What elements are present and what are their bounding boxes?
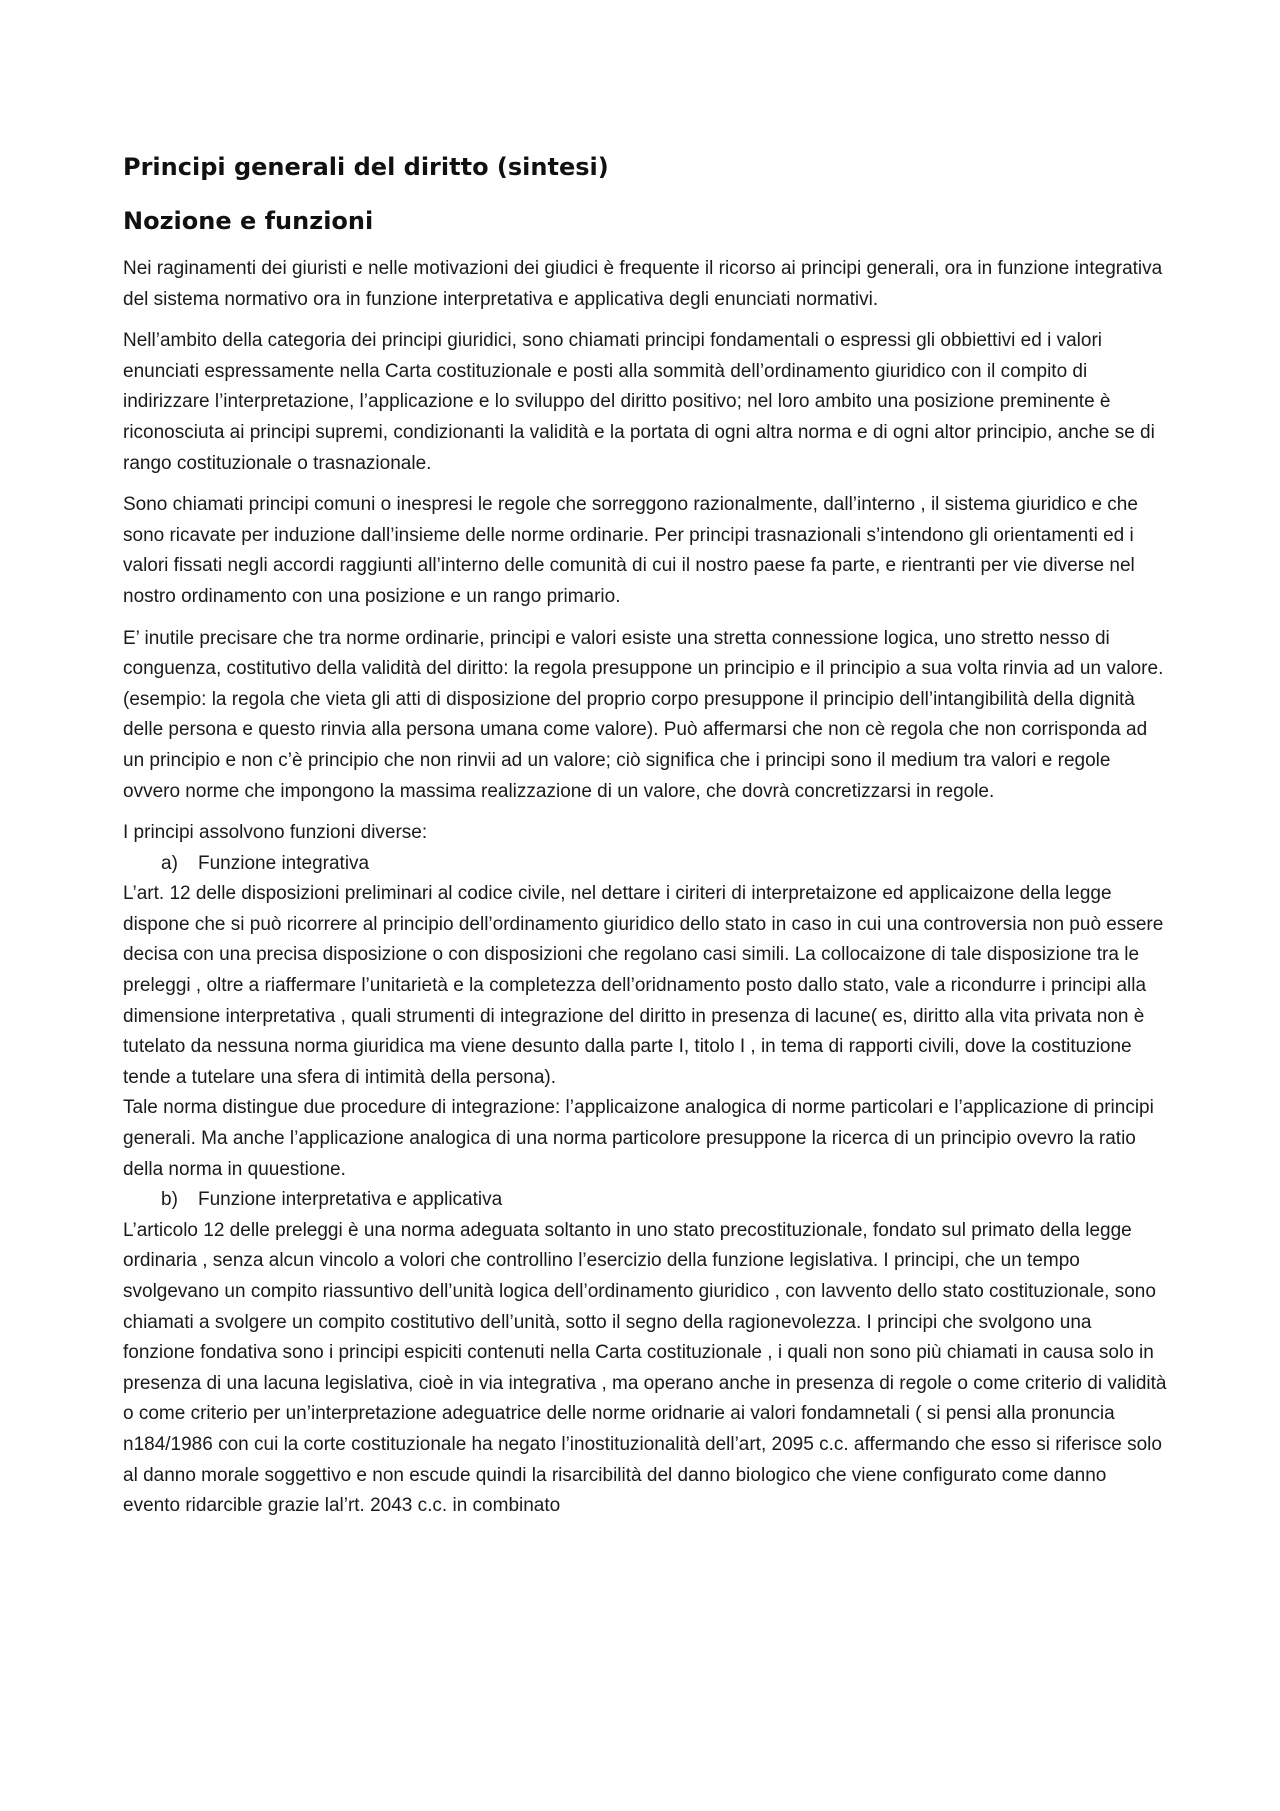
paragraph-intro: Nei raginamenti dei giuristi e nelle motivazioni dei giudici è frequente il ricorso ai principi generali, ora in funzione integrativa del sistema normativo ora in funzione interpretativa e applicativa degli enunciati normativi. [123,258,1163,310]
list-item-function-b [123,1185,1168,1216]
functions-intro: I principi assolvono funzioni diverse: [123,822,428,844]
paragraph-fundamental-principles: Nell’ambito della categoria dei principi giuridici, sono chiamati principi fondamentali o espressi gli obbiettivi ed i valori enunciati espressamente nella Carta costituzionale e posti alla sommità dell’ordinamento giuridico con il compito di indirizzare l’interpretazione, l’applicazione e lo sviluppo del diritto positivo; nel loro ambito una posizione preminente è riconosciuta ai principi supremi, condizionanti la validità e la portata di ogni altra norma e di ogni altor principio, anche se di rango costituzionale o trasnazionale. [123,330,1155,474]
section-heading: Nozione e funzioni [123,207,374,235]
paragraph-common-principles: Sono chiamati principi comuni o inespresi le regole che sorreggono razionalmente, dall’interno , il sistema giuridico e che sono ricavate per induzione dall’insieme delle norme ordinarie. Per principi trasnazionali s’intendono gli orientamenti ed i valori fissati negli accordi raggiunti all’interno delle comunità di cui il nostro paese fa parte, e rientranti per vie diverse nel nostro ordinamento con una posizione e un rango primario. [123,494,1138,607]
list-marker: b) [161,1189,178,1211]
function-a-text-continued: Tale norma distingue due procedure di integrazione: l’applicaizone analogica di norme particolari e l’applicazione di principi generali. Ma anche l’applicazione analogica di una norma particolore presuppone la ricerca di un principio ovevro la ratio della norma in quuestione. [123,1097,1154,1180]
list-item-function-a [123,849,1168,880]
paragraph-logical-connection: E’ inutile precisare che tra norme ordinarie, principi e valori esiste una stretta connessione logica, uno stretto nesso di conguenza, costitutivo della validità del diritto: la regola presuppone un principio e il principio a sua volta rinvia ad un valore. (esempio: la regola che vieta gli atti di disposizione del proprio corpo presuppone il principio dell’intangibilità della dignità delle persona e questo rinvia alla persona umana come valore). Può affermarsi che non cè regola che non corrisponda ad un principio e non c’è principio che non rinvii ad un valore; ciò significa che i principi sono il medium tra valori e regole ovvero norme che impongono la massima realizzazione di un valore, che dovrà concretizzarsi in regole. [123,627,1164,802]
document-page [123,152,1168,1522]
list-item-label: Funzione interpretativa e applicativa [198,1189,503,1211]
function-a-text: L’art. 12 delle disposizioni preliminari al codice civile, nel dettare i ciriteri di interpretaizone ed applicaizone della legge dispone che si può ricorrere al principio dell’ordinamento giuridico dello stato in caso in cui una controversia non può essere decisa con una precisa disposizione o con disposizioni che regolano casi simili. La collocaizone di tale disposizione tra le preleggi , oltre a riaffermare l’unitarietà e la completezza dell’oridnamento posto dallo stato, vale a ricondurre i principi alla dimensione interpretativa , quali strumenti di integrazione del diritto in presenza di lacune( es, diritto alla vita privata non è tutelato da nessuna norma giuridica ma viene desunto dalla parte I, titolo I , in tema di rapporti civili, dove la costituzione tende a tutelare una sfera di intimità della persona). [123,883,1164,1088]
list-marker: a) [161,852,178,874]
list-item-label: Funzione integrativa [198,852,370,874]
document-title: Principi generali del diritto (sintesi) [123,153,609,181]
function-b-text: L’articolo 12 delle preleggi è una norma adeguata soltanto in uno stato precostituzionale, fondato sul primato della legge ordinaria , senza alcun vincolo a volori che controllino l’esercizio della funzione legislativa. I principi, che un tempo svolgevano un compito riassuntivo dell’unità logica dell’ordinamento giuridico , con lavvento dello stato costituzionale, sono chiamati a svolgere un compito costitutivo dell’unità, sotto il segno della ragionevolezza. I principi che svolgono una fonzione fondativa sono i principi espiciti contenuti nella Carta costituzionale , i quali non sono più chiamati in causa solo in presenza di una lacuna legislativa, cioè in via integrativa , ma operano anche in presenza di regole o come criterio di validità o come criterio per un’interpretazione adeguatrice delle norme oridnarie ai valori fondamnetali ( si pensi alla pronuncia n184/1986 con cui la corte costituzionale ha negato l’inostituzionalità dell’art, 2095 c.c. affermando che esso si riferisce solo al danno morale soggettivo e non escude quindi la risarcibilità del danno biologico che viene configurato come danno evento ridarcible grazie lal’rt. 2043 c.c. in combinato [123,1219,1167,1517]
